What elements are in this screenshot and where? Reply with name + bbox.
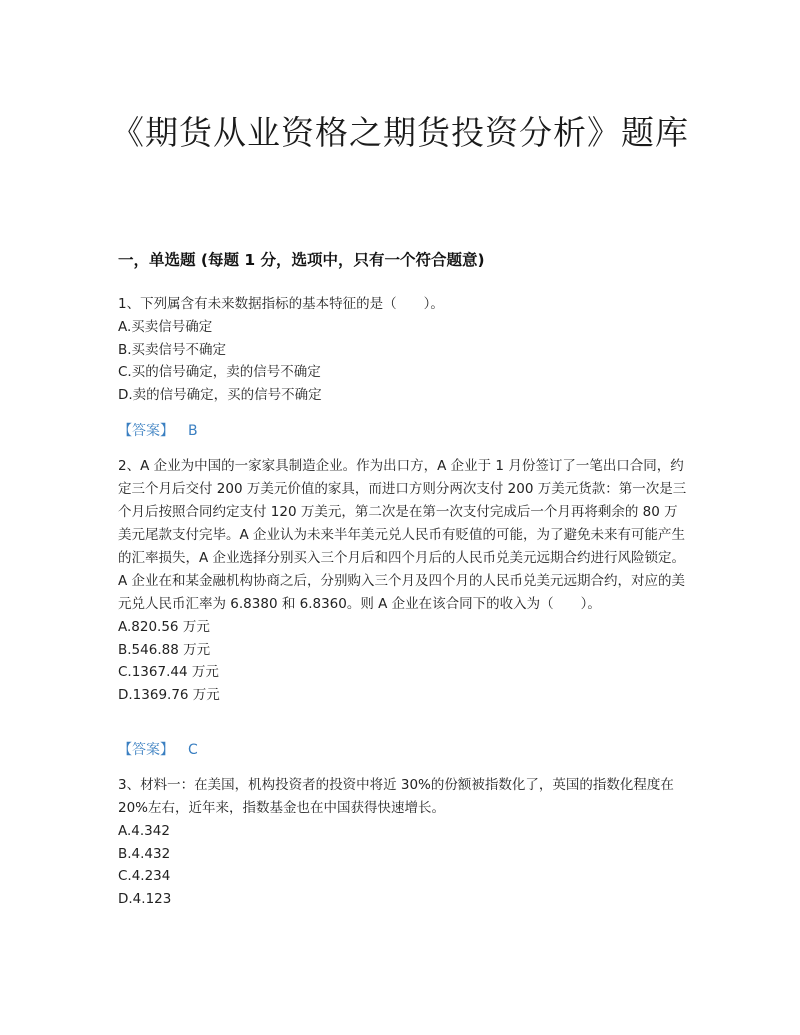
question-1-option-b: B.买卖信号不确定	[118, 341, 227, 358]
question-1-stem: 1、下列属含有未来数据指标的基本特征的是（ ）。	[118, 296, 444, 312]
question-2-option-c: C.1367.44 万元	[118, 664, 219, 680]
section-heading: 一，单选题 (每题 1 分，选项中，只有一个符合题意)	[118, 251, 485, 269]
question-2-option-a: A.820.56 万元	[118, 619, 210, 635]
question-3-option-c: C.4.234	[118, 868, 171, 884]
answer-value: C	[188, 742, 198, 758]
question-2-option-b: B.546.88 万元	[118, 641, 211, 658]
question-3-option-a: A.4.342	[118, 823, 170, 839]
question-1-option-d: D.卖的信号确定，买的信号不确定	[118, 386, 322, 403]
question-2	[118, 455, 688, 706]
answer-label: 【答案】	[118, 423, 174, 439]
question-2-option-d: D.1369.76 万元	[118, 686, 220, 703]
question-1	[118, 293, 688, 406]
answer-value: B	[188, 423, 198, 439]
question-3	[118, 774, 688, 910]
question-2-stem: 2、A 企业为中国的一家家具制造企业。作为出口方，A 企业于 1 月份签订了一笔出口合同，约定三个月后交付 200 万美元价值的家具，而进口方则分两次支付 200 万美元货款：第一次是三个月后按照合同约定支付 120 万美元，第二次是在第一次支付完成后一个月再将剩余的 80 万美元尾款支付完毕。A 企业认为未来半年美元兑人民币有贬值的可能，为了避免未来有可能产生的汇率损失，A 企业选择分别买入三个月后和四个月后的人民币兑美元远期合约进行风险锁定。A 企业在和某金融机构协商之后，分别购入三个月及四个月的人民币兑美元远期合约，对应的美元兑人民币汇率为 6.8380 和 6.8360。则 A 企业在该合同下的收入为（ ）。	[118, 458, 687, 612]
question-2-answer	[118, 739, 198, 759]
question-3-option-d: D.4.123	[118, 890, 172, 907]
document-title: 《期货从业资格之期货投资分析》题库	[111, 113, 689, 152]
question-3-option-b: B.4.432	[118, 845, 171, 862]
question-1-option-c: C.买的信号确定，卖的信号不确定	[118, 364, 321, 380]
question-1-option-a: A.买卖信号确定	[118, 319, 213, 335]
answer-label: 【答案】	[118, 742, 174, 758]
question-1-answer	[118, 420, 198, 440]
question-3-stem: 3、材料一：在美国，机构投资者的投资中将近 30%的份额被指数化了，英国的指数化程度在 20%左右，近年来，指数基金也在中国获得快速增长。	[118, 777, 674, 816]
